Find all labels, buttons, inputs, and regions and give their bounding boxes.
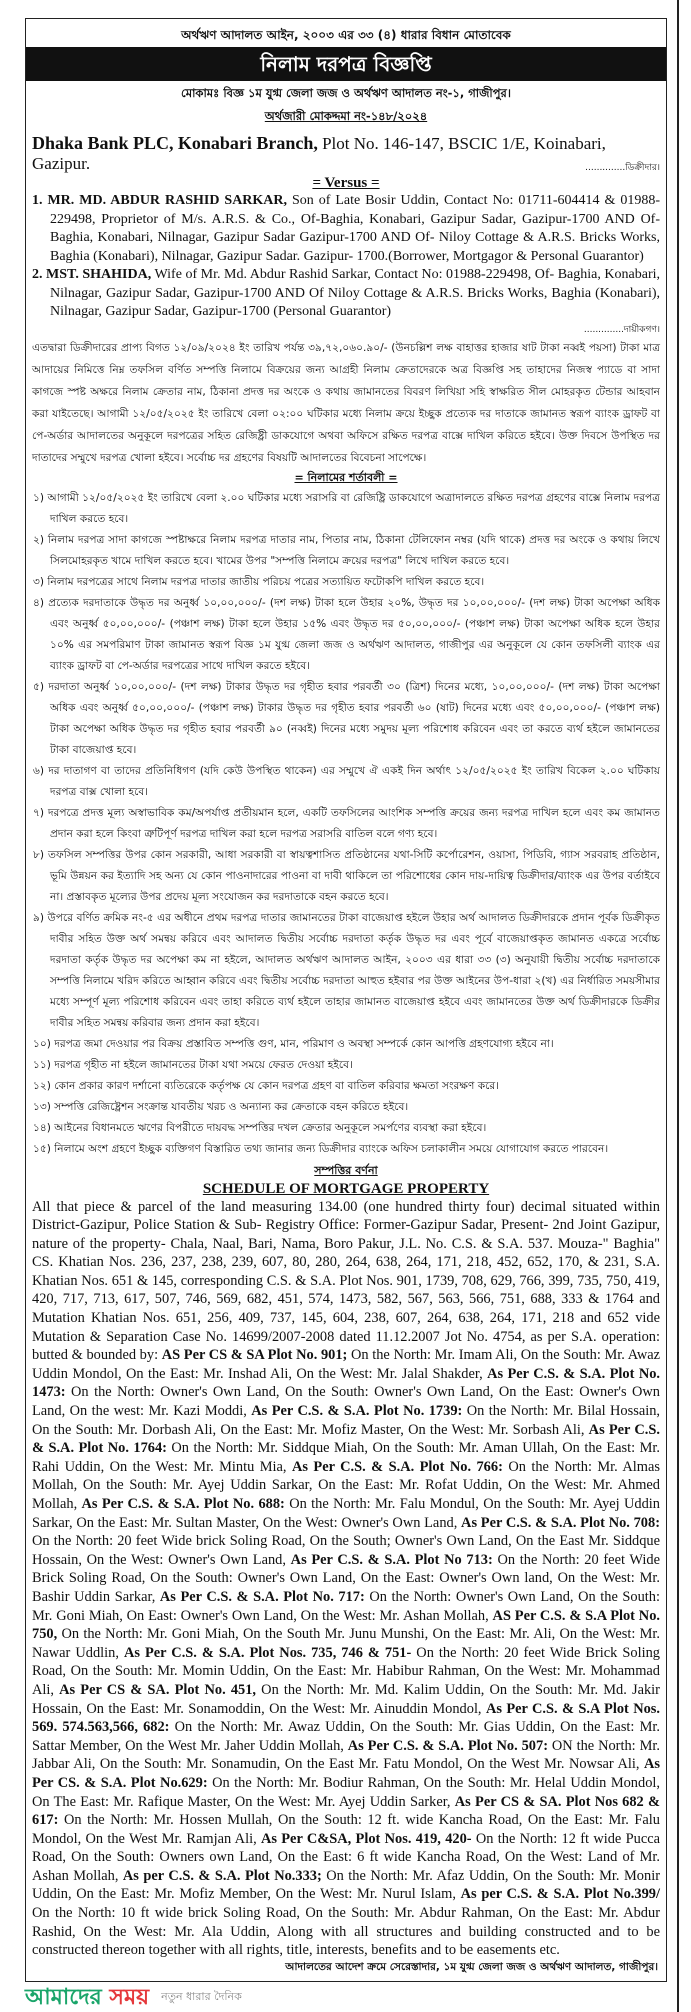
boundary-text: On the North: Mr. Siddque Miah, On the South: Mr. Aman Ullah, On the East: Mr. Rahi Uddin, On the West: Mr. Mintu Mia,: [32, 1440, 660, 1475]
conditions-title: = নিলামের শর্তাবলী =: [294, 470, 398, 484]
boundary-text: ON the North: Mr. Jabbar Ali, On the South: Mr. Sonamudin, On the East Mr. Fatu Mondol, On the West Mr. Nowsar Ali,: [32, 1737, 660, 1773]
boundary-text: On the North: 20 feet Wide Brick Soling Road, On the South: Owner's Own Land, On the East: Owner's Own land, On the West: Mr. Bashir Uddin Sarkar,: [32, 1551, 660, 1605]
condition-item: ৩) নিলাম দরপত্রের সাথে নিলাম দরপত্র দাতার জাতীয় পরিচয় পত্রের সত্যায়িত ফটোকপি দাখিল করতে হবে।: [33, 575, 485, 588]
plot-reference: As Per C.S. & S.A. Plot No. 1473:: [32, 1365, 661, 1401]
plot-reference: As per C.S. & S.A. Plot No.333;: [122, 1867, 322, 1884]
defendants-list: [26, 192, 666, 322]
boundary-text: On the North: Mr. Bilal Hossain, On the South: Mr. Dorbash Ali, On the East: Mr. Mofiz Master, On the West: Mr. Sorbash Ali,: [32, 1403, 661, 1438]
intro-paragraph: এতদ্বারা ডিক্রীদারের প্রাপ্য বিগত ১২/০৯/২০২৪ ইং তারিখ পর্যন্ত ৩৯,৭২,০৬০.৯০/- (উনচল্লিশ লক্ষ বাহাত্তর হাজার ষাট টাকা নব্বই পয়সা) টাকা মাত্র আদায়ের নিমিত্তে নিম্ন তফসিল বর্ণিত সম্পত্তি নিলামে বিক্রয়ের জন্য আগ্রহী নিলাম ক্রেতাদেরকে অত্র বিজ্ঞপ্তি সহ তাহাদের নিজস্ব প্যাডে বা সাদা কাগজে স্পষ্ট অক্ষরে নিলাম ক্রেতার নাম, ঠিকানা প্রদত্ত দর অংকে ও কথায় জামানতের বিবরণ লিখিয়া সহি স্বাক্ষরিত সীল মোহরকৃত টেন্ডার আহবান করা যাইতেছে। আগামী ১২/০৫/২০২৫ ইং তারিখে বেলা ০২:০০ ঘটিকার মধ্যে নিলাম ক্রয়ে ইচ্ছুক প্রত্যেক দর দাতাকে জামানত স্বরূপ ব্যাংক ড্রাফট বা পে-অর্ডার আদালতের অনুকূলে দরপত্রের সহিত রেজিষ্ট্রী ডাকযোগে অথবা অফিসে রক্ষিত দরপত্র বাক্সে দাখিল করিতে হইবে। উক্ত দিবসে উপস্থিত দর দাতাদের সম্মুখে দরপত্র খোলা হইবে। সর্বোচ্চ দর গ্রহণের বিষয়টি আদালতের বিবেচনা সাপেক্ষে।: [32, 341, 660, 464]
watermark-tagline: নতুন ধারার দৈনিক: [161, 1990, 242, 2004]
plaintiff-branch: Konabari Branch,: [177, 133, 318, 153]
boundary-text: On the North: Mr. Almas Mollah, On the South: Mr. Ayej Uddin Sarkar, On the East: Mr. Rofat Uddin, On the West: Mr. Ahmed Mollah,: [32, 1458, 660, 1512]
plot-reference: As per C.S. & S.A. Plot No.399/: [460, 1886, 660, 1903]
footer-signature: আদালতের আদেশ ক্রমে সেরেস্তাদার, ১ম যুগ্ম জেলা জজ ও অর্থঋণ আদালত, গাজীপুর।: [285, 1960, 658, 1973]
condition-item: ১৫) নিলামে অংশ গ্রহণে ইচ্ছুক ব্যক্তিগণ বিস্তারিত তথ্য জানার জন্য ডিক্রীদার ব্যাংকে অফিস চলাকালীন সময়ে যোগাযোগ করতে পারবেন।: [33, 1142, 609, 1155]
boundary-text: On the North: Mr. Falu Mondul, On the South: Mr. Ayej Uddin Sarkar, On the East: Mr. Sultan Master, On the West: Owner's Own Land,: [32, 1496, 660, 1531]
boundary-text: On the North: Mr. Imam Ali, On the South: Mr. Awaz Uddin Mondol, On the East: Mr. Inshad Ali, On the West: Mr. Jalal Shakder,: [32, 1347, 660, 1382]
condition-item: ১৩) সম্পত্তি রেজিষ্ট্রেশন সংক্রান্ত যাবতীয় খরচ ও অন্যান্য কর ক্রেতাকে বহন করিতে হইবে।: [33, 1100, 409, 1113]
condition-item: ১২) কোন প্রকার কারণ দর্শানো ব্যতিরেকে কর্তৃপক্ষ যে কোন দরপত্র গ্রহণ বা বাতিল করিবার ক্ষমতা সংরক্ষণ করে।: [33, 1079, 500, 1092]
boundary-text: On the North: Mr. Hossen Mullah, On the South: 12 ft. wide Kancha Road, On the East: Mr. Falu Mondol, On the West Mr. Ramjan Ali,: [32, 1812, 660, 1847]
condition-item: ১৪) আইনের বিধানমতে ঋণের বিপরীতে দায়বদ্ধ সম্পত্তির দখল ক্রেতার অনুকূলে সমর্পণের ব্যবস্থা করা হইবে।: [33, 1121, 487, 1134]
plaintiff-name: Dhaka Bank PLC,: [32, 133, 174, 153]
boundary-text: On the North: Mr. Md. Kalim Uddin, On the South: Mr. Md. Jakir Hossain, On the East: Mr. Sonamoddin, On the West: Mr. Ainuddin Mondol,: [32, 1681, 660, 1717]
boundary-text: On the North: 20 feet Wide Brick Soling Road, On the South: Mr. Momin Uddin, On the East: Mr. Habibur Rahman, On the West: Mr. Mohammad Ali,: [32, 1644, 660, 1698]
defendant-item: [26, 266, 666, 322]
notice-title: নিলাম দরপত্র বিজ্ঞপ্তি: [26, 47, 666, 81]
schedule-text: [26, 1198, 666, 1960]
defendant-item: [26, 192, 666, 266]
boundary-text: On the North: Mr. Bodiur Rahman, On the South: Mr. Helal Uddin Mondol, On The East: Mr. Rafique Master, On the West: Mr. Ayej Uddin Sarker,: [32, 1774, 660, 1810]
property-heading: সম্পত্তির বর্ণনা: [314, 1163, 378, 1177]
defendant-details: Wife of Mr. Md. Abdur Rashid Sarkar, Contact No: 01988-229498, Of- Baghia, Konabari, Nilnagar, Gazipur Sadar, Gazipur-1700 AND Of Niloy Cottage & A.R.S. Bricks Works, Baghia (Konabari), Nilnagar, Gazipur Sadar, Gazipur-1700 (Personal Guarantor): [50, 267, 660, 319]
plot-reference: AS Per CS & SA Plot No. 901;: [161, 1347, 348, 1364]
plot-reference: As Per CS. & S.A. Plot No.629:: [32, 1756, 660, 1791]
plot-reference: As Per C.S. & S.A. Plot No. 708:: [461, 1514, 660, 1531]
watermark-row: [25, 1982, 667, 2012]
plot-reference: As Per C.S. & S.A. Plot No. 766:: [291, 1458, 503, 1475]
condition-item: ৯) উপরে বর্ণিত ক্রমিক নং-৫ এর অধীনে প্রথম দরপত্র দাতার জামানতের টাকা বাজেয়াপ্ত হইলে উহার অর্থ আদালত ডিক্রীদারকে প্রদান পূর্বক ডিক্রীকৃত দাবীর সহিত উক্ত অর্থ সমন্বয় করিবে এবং আদালত দ্বিতীয় সর্বোচ্চ দরদাতা কর্তৃক উদ্ধৃত দর এবং পূর্বে বাজেয়াপ্তকৃত জামানত একত্রে সর্বোচ্চ দরদাতা কর্তৃক উদ্ধৃত দর অপেক্ষা কম না হইলে, আদালত অর্থঋণ আদালত আইন, ২০০৩ এর ধারা ৩৩ (৩) অনুযায়ী দ্বিতীয় সর্বোচ্চ দরদাতাকে সম্পত্তি নিলামে খরিদ করিতে আহ্বান করিবে এবং দ্বিতীয় সর্বোচ্চ দরদাতা আহুত হইবার পর উক্ত আইনের উপ-ধারা ২(খ) এর নির্ধারিত সময়সীমার মধ্যে সম্পূর্ণ মূল্য পরিশোধ করিবেন এবং তাহা করিতে ব্যর্থ হইলে তাহার জামানত বাজেয়াপ্ত হইবে এবং জামানতের উক্ত অর্থ ডিক্রীদারকে ডিক্রীর দাবীর সহিত সমন্বয় করিবার জন্য প্রদান করা হইবে।: [33, 911, 660, 1029]
condition-item: ৪) প্রত্যেক দরদাতাকে উদ্ধৃত দর অনুর্ধ্ব ১০,০০,০০০/- (দশ লক্ষ) টাকা হলে উহার ২০%, উদ্ধৃত দর ১০,০০,০০০/- (দশ লক্ষ) টাকা অপেক্ষা অধিক এবং অনুর্ধ্ব ৫০,০০,০০০/- (পঞ্চাশ লক্ষ) টাকা হলে উহার ১৫% এবং উদ্ধৃত দর ৫০,০০,০০০/- (পঞ্চাশ লক্ষ) টাকা অপেক্ষা অধিক হলে উহার ১০% এর সমপরিমাণ টাকা জামানত স্বরূপ বিজ্ঞ ১ম যুগ্ম জেলা জজ ও অর্থঋণ আদালত, গাজীপুর এর অনুকূলে যে কোন তফসিলী ব্যাংক এর ব্যাংক ড্রাফট বা পে-অর্ডার দরপত্রের সাথে দাখিল করতে হইবে।: [33, 596, 660, 672]
boundary-text: On the North: Owner's Own Land, On the South: Owner's Own Land, On the East: Owner's Own Land, On the west: Mr. Kazi Moddi,: [32, 1384, 660, 1420]
watermark-logo-green: আমাদের: [25, 1984, 110, 2010]
boundary-text: On the North: 12 ft wide Pucca Road, On the South: Owners own Land, On the East: 6 ft wide Kancha Road, On the West: Land of Mr. Ashan Mollah,: [32, 1830, 660, 1884]
plot-reference: As Per C.S. & S.A Plot Nos. 569. 574.563,566, 682:: [32, 1700, 660, 1736]
condition-item: ১১) দরপত্র গৃহীত না হইলে জামানতের টাকা যথা সময়ে ফেরত দেওয়া হইবে।: [33, 1058, 353, 1071]
defendants-role: ..............দায়ীকগণ।: [583, 324, 660, 335]
watermark-logo-red: সময়: [109, 1984, 150, 2010]
defendant-details: Son of Late Bosir Uddin, Contact No: 01711-604414 & 01988-229498, Proprietor of M/s. A.R.S. & Co., Of-Baghia, Konabari, Gazipur Sadar, Gazipur-1700 AND Of- Baghia, Konabari, Nilnagar, Gazipur Sadar Gazipur-1700 AND Of- Niloy Cottage & A.R.S. Bricks Works, Baghia (Konabari), Nilnagar, Gazipur Sadar. Gazipur- 1700.(Borrower, Mortgagor & Personal Guarantor): [50, 193, 661, 264]
plot-reference: As Per C.S. & S.A. Plot No. 1764:: [32, 1421, 660, 1457]
plot-reference: As Per C&SA, Plot Nos. 419, 420-: [260, 1830, 472, 1847]
defendant-name: MST. SHAHIDA,: [46, 267, 152, 282]
boundary-text: On the North: Mr. Afaz Uddin, On the South: Mr. Monir Uddin, On the East: Mr. Mofiz Member, On the West: Mr. Nurul Islam,: [32, 1867, 660, 1903]
law-reference: অর্থঋণ আদালত আইন, ২০০৩ এর ৩৩ (৪) ধারার বিধান মোতাবেক: [181, 28, 511, 42]
schedule-title: SCHEDULE OF MORTGAGE PROPERTY: [202, 1180, 490, 1197]
boundary-text: On the North: Owner's Own Land, On the South: Mr. Goni Miah, On East: Owner's Own Land, On the West: Mr. Ashan Mollah,: [32, 1588, 660, 1624]
newspaper-watermark-logo: [25, 1984, 149, 2012]
court-name: মোকামঃ বিজ্ঞ ১ম যুগ্ম জেলা জজ ও অর্থঋণ আদালত নং-১, গাজীপুর।: [181, 86, 511, 100]
plot-reference: As Per C.S. & S.A. Plot No. 688:: [81, 1496, 285, 1512]
condition-item: ১০) দরপত্র জমা দেওয়ার পর বিক্রয় প্রস্তাবিত সম্পত্তি গুণ, মান, পরিমাণ ও অবস্থা সম্পর্কে কোন আপত্তি গ্রহণযোগ্য হইবে না।: [33, 1037, 554, 1050]
boundary-text: On the North: Mr. Awaz Uddin, On the South: Mr. Gias Uddin, On the East: Mr. Sattar Member, On the West Mr. Jaher Uddin Mollah,: [32, 1719, 660, 1754]
boundary-text: On the North: Mr. Goni Miah, On the South Mr. Junu Munshi, On the East: Mr. Ali, On the West: Mr. Nawar Uddlin,: [32, 1626, 660, 1661]
plot-reference: As Per C.S. & S.A. Plot No. 1739:: [251, 1403, 463, 1420]
defendant-number: 1.: [32, 193, 43, 208]
plot-reference: As Per C.S. & S.A. Plot No. 507:: [347, 1737, 548, 1754]
condition-item: ১) আগামী ১২/০৫/২০২৫ ইং তারিখে বেলা ২.০০ ঘটিকার মধ্যে সরাসরি বা রেজিষ্ট্রি ডাকযোগে অত্রাদালতে রক্ষিত দরপত্র গ্রহণের বাক্সে নিলাম দরপত্র দাখিল করতে হবে।: [33, 491, 660, 525]
plaintiff: [26, 133, 666, 175]
boundary-text: All that piece & parcel of the land measuring 134.00 (one hundred thirty four) decimal situated within District-Gazipur, Police Station & Sub- Registry Office: Former-Gazipur Sadar, Present- 2nd Joint Gazipur, nature of the property- Chala, Naal, Bari, Nama, Boro Pakur, J.L. No. C.S. & S.A. 537. Mouza-" Baghia" CS. Khatian Nos. 236, 237, 238, 239, 607, 80, 280, 264, 638, 264, 171, 218, 452, 652, 170, & 231, S.A. Khatian Nos. 651 & 145, corresponding C.S. & S.A. Plot Nos. 901, 1739, 708, 629, 766, 399, 735, 750, 419, 420, 717, 713, 617, 507, 746, 569, 682, 451, 574, 1473, 582, 567, 563, 566, 751, 688, 333 & 1764 and Mutation Khatian Nos. 651, 256, 409, 737, 145, 604, 238, 607, 264, 638, 264, 171, 218 and 652 vide Mutation & Separation Case No. 14699/2007-2008 dated 11.12.2007 Jot No. 4754, as per S.A. operation: butted & bounded by:: [32, 1198, 660, 1364]
defendant-number: 2.: [32, 267, 43, 282]
plot-reference: AS Per C.S. & S.A Plot No. 750,: [32, 1607, 660, 1643]
plaintiff-address: Plot No. 146-147, BSCIC 1/E, Koinabari, Gazipur.: [32, 134, 606, 173]
condition-item: ৬) দর দাতাগণ বা তাদের প্রতিনিধিগণ (যদি কেউ উপস্থিত থাকেন) এর সম্মুখে ঐ একই দিন অর্থাৎ ১২/০৫/২০২৫ ইং তারিখ বিকেল ২.০০ ঘটিকায় দরপত্র বাক্স খোলা হবে।: [33, 764, 660, 798]
condition-item: ২) নিলাম দরপত্র সাদা কাগজে স্পষ্টাক্ষরে নিলাম দরপত্র দাতার নাম, পিতার নাম, ঠিকানা টেলিফোন নম্বর (যদি থাকে) প্রদত্ত দর অংকে ও কথায় লিখে সিলমোহরকৃত খামে দাখিল করতে হবে। খামের উপর "সম্পত্তি নিলামে ক্রয়ের দরপত্র" লিখে দাখিল করতে হবে।: [33, 533, 660, 567]
auction-notice: [25, 18, 667, 1982]
plot-reference: As Per C.S. & S.A. Plot No. 717:: [159, 1588, 365, 1605]
boundary-text: On the North: 10 ft wide brick Soling Road, On the South: Mr. Abdur Rahman, On the East: Mr. Abdur Rashid, On the West: Mr. Ala Uddin, Along with all structures and building constructed and to be constructed thereon together with all rights, title, interests, benefits and to be easements etc.: [32, 1905, 660, 1959]
condition-item: ৭) দরপত্রে প্রদত্ত মূল্য অস্বাভাবিক কম/অপর্যাপ্ত প্রতীয়মান হলে, একটি তফসিলের আংশিক সম্পত্তি ক্রয়ের জন্য দরপত্র দাখিল হলে এবং কম জামানত প্রদান করা হলে কিংবা ত্রুটিপূর্ণ দরপত্র দাখিল করা হলে দরপত্র সরাসরি বাতিল বলে গণ্য হবে।: [33, 806, 660, 840]
defendant-name: MR. MD. ABDUR RASHID SARKAR,: [47, 193, 288, 208]
plot-reference: As Per CS & SA. Plot No. 451,: [59, 1681, 257, 1698]
plaintiff-role: ..............ডিক্রীদার।: [585, 163, 660, 173]
conditions-list: [26, 488, 666, 1160]
case-number: অর্থজারী মোকদ্দমা নং-১৪৮/২০২৪: [264, 109, 428, 123]
condition-item: ৫) দরদাতা অনুর্ধ্ব ১০,০০,০০০/- (দশ লক্ষ) টাকার উদ্ধৃত দর গৃহীত হবার পরবর্তী ৩০ (ত্রিশ) দিনের মধ্যে, ১০,০০,০০০/- (দশ লক্ষ) টাকা অপেক্ষা অধিক এবং অনুর্ধ্ব ৫০,০০,০০০/- (পঞ্চাশ লক্ষ) টাকার উদ্ধৃত দর গৃহীত হবার পরবর্তী ৬০ (ষাট) দিনের মধ্যে এবং ৫০,০০,০০০/- (পঞ্চাশ লক্ষ) টাকা অপেক্ষা অধিক উদ্ধৃত দর গৃহীত হবার পরবর্তী ৯০ (নব্বই) দিনের মধ্যে সমুদয় মূল্য পরিশোধ করিবেন এবং তা করতে ব্যর্থ হইলে জামানতের টাকা বাজেয়াপ্ত হবে।: [33, 680, 660, 756]
plot-reference: As Per CS & SA. Plot Nos 682 & 617:: [32, 1793, 660, 1829]
condition-item: ৮) তফসিল সম্পত্তির উপর কোন সরকারী, আধা সরকারী বা স্বায়ত্বশাসিত প্রতিষ্ঠানের যথা-সিটি কর্পোরেশন, ওয়াসা, পিডিবি, গ্যাস সরবরাহ প্রতিষ্ঠান, ভূমি উন্নয়ন কর ইত্যাদি সহ অন্য যে কোন পাওনাদারের পাওনা বা দাবী থাকিলে তা পরিশোধের কোন দায়-দায়িত্ব ডিক্রীদার/ব্যাংক এর উপর বর্তাইবে না। প্রস্তাবকৃত মূল্যের উপর প্রদেয় মূল্য সংযোজন কর দরদাতাকে বহন করতে হবে।: [33, 848, 660, 903]
versus-label: = Versus =: [312, 175, 380, 191]
boundary-text: On the North: 20 feet Wide brick Soling Road, On the South; Owner's Own Land, On the East Mr. Siddque Hossain, On the West: Owner's Own Land,: [32, 1533, 660, 1568]
plot-reference: As Per C.S. & S.A. Plot Nos. 735, 746 & 751-: [123, 1644, 412, 1661]
plot-reference: As Per C.S. & S.A. Plot No 713:: [290, 1551, 493, 1568]
page-edge: [677, 0, 691, 2012]
